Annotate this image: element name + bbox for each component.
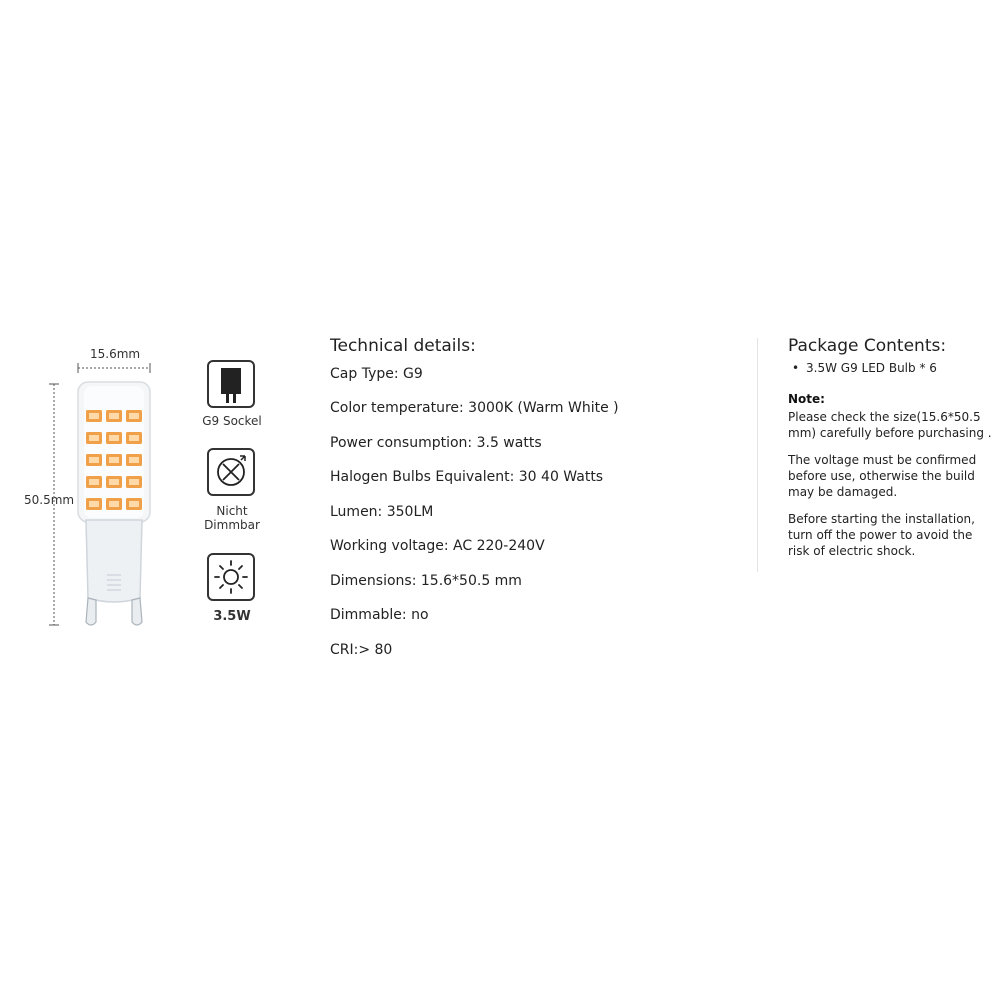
led-chip-highlight	[89, 501, 99, 507]
led-chip-highlight	[109, 413, 119, 419]
dimensions-line: Dimensions: 15.6*50.5 mm	[330, 573, 522, 589]
led-chip-highlight	[129, 501, 139, 507]
led-chip-highlight	[129, 435, 139, 441]
led-chip-highlight	[109, 501, 119, 507]
led-chip-highlight	[109, 479, 119, 485]
package-item	[792, 361, 937, 375]
sun-brightness-icon	[207, 553, 255, 601]
height-dimension-label: 50.5mm	[24, 493, 75, 507]
cap-type-line: Cap Type: G9	[330, 366, 423, 382]
no-dimming-label-line2: Dimmbar	[204, 518, 260, 532]
note-title: Note:	[788, 392, 825, 406]
technical-details-title: Technical details:	[330, 336, 476, 356]
power-consumption-line: Power consumption: 3.5 watts	[330, 435, 542, 451]
column-divider	[757, 338, 758, 572]
working-voltage-line: Working voltage: AC 220-240V	[330, 538, 545, 554]
wattage-label: 3.5W	[213, 609, 251, 624]
g9-socket-icon	[207, 360, 255, 408]
no-dimming-label-line1: Nicht	[216, 504, 248, 518]
dimmable-line: Dimmable: no	[330, 607, 429, 623]
width-dimension-label: 15.6mm	[90, 347, 141, 361]
led-chip-highlight	[89, 435, 99, 441]
cri-line: CRI:> 80	[330, 642, 393, 658]
package-item-text: 3.5W G9 LED Bulb * 6	[806, 361, 937, 375]
bullet-icon: •	[792, 361, 800, 375]
note-power-off: Before starting the installation, turn off the power to avoid the risk of electric shock.	[788, 512, 975, 558]
led-chip-highlight	[89, 413, 99, 419]
led-chip-highlight	[89, 457, 99, 463]
led-chip-highlight	[129, 479, 139, 485]
led-chip-highlight	[129, 457, 139, 463]
g9-bulb-drawing	[15, 335, 175, 635]
led-chip-highlight	[129, 413, 139, 419]
g9-socket-label: G9 Sockel	[202, 414, 262, 428]
halogen-equivalent-line: Halogen Bulbs Equivalent: 30 40 Watts	[330, 469, 604, 485]
led-chip-highlight	[109, 435, 119, 441]
package-contents-title: Package Contents:	[788, 336, 947, 356]
led-chip-highlight	[89, 479, 99, 485]
note-voltage: The voltage must be confirmed before use, otherwise the build may be damaged.	[788, 453, 977, 499]
note-size-check: Please check the size(15.6*50.5 mm) carefully before purchasing .	[788, 410, 992, 440]
lumen-line: Lumen: 350LM	[330, 504, 434, 520]
color-temperature-line: Color temperature: 3000K (Warm White )	[330, 400, 619, 416]
led-chip-highlight	[109, 457, 119, 463]
no-dimming-icon	[207, 448, 255, 496]
